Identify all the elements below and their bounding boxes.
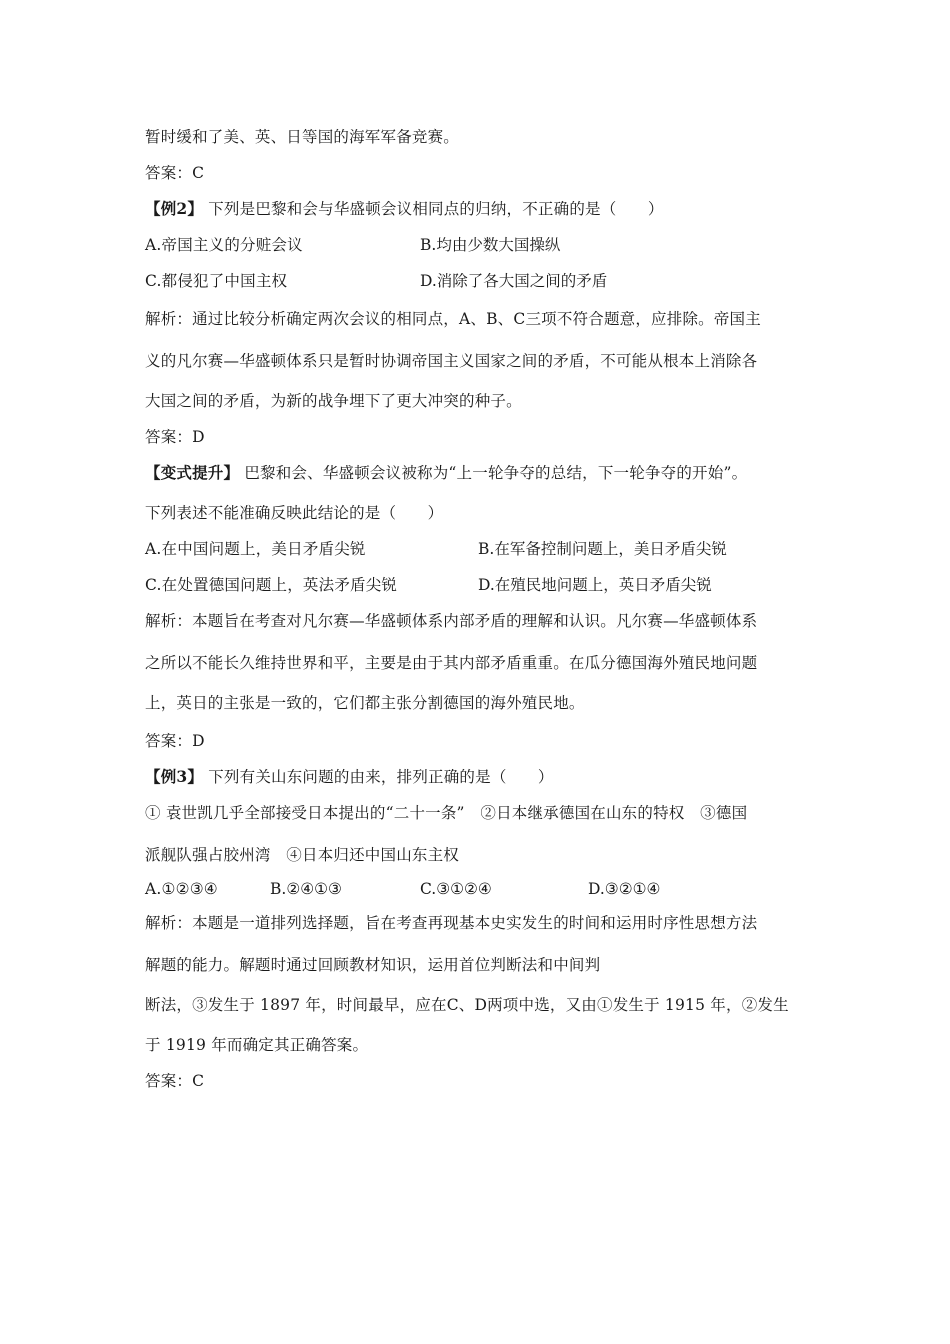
option-c: C.都侵犯了中国主权 [145,272,288,290]
analysis-line: 于 1919 年而确定其正确答案。 [145,1036,369,1054]
option-a: A.在中国问题上，美日矛盾尖锐 [145,540,366,558]
option-d: D.在殖民地问题上，英日矛盾尖锐 [478,576,712,594]
variant-stem: 巴黎和会、华盛顿会议被称为“上一轮争夺的总结，下一轮争夺的开始”。 [239,464,748,482]
analysis-line: 大国之间的矛盾，为新的战争埋下了更大冲突的种子。 [145,392,522,410]
analysis-line: 解题的能力。解题时通过回顾教材知识，运用首位判断法和中间判 [145,956,601,974]
option-d: D.消除了各大国之间的矛盾 [420,272,608,290]
example-2-question [145,199,664,219]
item-list-line: 派舰队强占胶州湾 ④日本归还中国山东主权 [145,846,460,864]
variant-question-cont: 下列表述不能准确反映此结论的是（ ） [145,504,444,522]
option-b: B.均由少数大国操纵 [420,236,561,254]
option-a: A.帝国主义的分赃会议 [145,236,303,254]
option-b: B.在军备控制问题上，美日矛盾尖锐 [478,540,727,558]
option-a: A.①②③④ [145,880,218,898]
item-list-line: ① 袁世凯几乎全部接受日本提出的“二十一条” ②日本继承德国在山东的特权 ③德国 [145,804,748,822]
option-b: B.②④①③ [270,880,342,898]
answer-line: 答案：D [145,732,205,750]
example-2-stem: 下列是巴黎和会与华盛顿会议相同点的归纳，不正确的是（ ） [203,200,664,218]
answer-line: 答案：C [145,1072,205,1090]
option-c: C.在处置德国问题上，英法矛盾尖锐 [145,576,398,594]
option-d: D.③②①④ [588,880,661,898]
example-3-tag: 【例3】 [145,767,204,786]
text-line: 暂时缓和了美、英、日等国的海军军备竞赛。 [145,128,460,146]
answer-line: 答案：D [145,428,205,446]
option-c: C.③①②④ [420,880,492,898]
example-3-stem: 下列有关山东问题的由来，排列正确的是（ ） [203,768,554,786]
variant-tag: 【变式提升】 [145,463,240,482]
analysis-line: 解析：本题是一道排列选择题，旨在考查再现基本史实发生的时间和运用时序性思想方法 [145,914,758,932]
analysis-line: 义的凡尔赛—华盛顿体系只是暂时协调帝国主义国家之间的矛盾，不可能从根本上消除各 [145,352,758,370]
analysis-line: 解析：通过比较分析确定两次会议的相同点，A、B、C三项不符合题意，应排除。帝国主 [145,310,761,328]
answer-line: 答案：C [145,164,205,182]
analysis-line: 之所以不能长久维持世界和平，主要是由于其内部矛盾重重。在瓜分德国海外殖民地问题 [145,654,758,672]
example-3-question [145,767,554,787]
analysis-line: 断法，③发生于 1897 年，时间最早，应在C、D两项中选，又由①发生于 1915 年，②发生 [145,996,789,1014]
analysis-line: 上，英日的主张是一致的，它们都主张分割德国的海外殖民地。 [145,694,585,712]
variant-question [145,463,747,483]
analysis-line: 解析：本题旨在考查对凡尔赛—华盛顿体系内部矛盾的理解和认识。凡尔赛—华盛顿体系 [145,612,758,630]
example-2-tag: 【例2】 [145,199,204,218]
